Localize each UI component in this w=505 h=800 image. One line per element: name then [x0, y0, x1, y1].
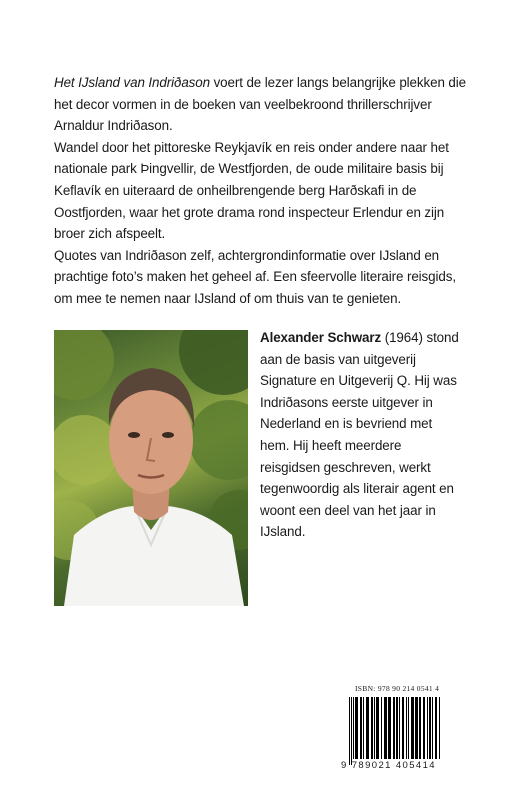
- barcode-bar: [408, 697, 409, 759]
- author-bio-text: stond aan de basis van uitgeverij Signature en Uitgeverij Q. Hij was Indriðasons eerste uitgever in Nederland en is bevriend met hem. Hij heeft meerdere reisgidsen geschreven, werkt tegenwoordig als literair agent en woont een deel van het jaar in IJsland.: [260, 330, 459, 540]
- author-photo: [54, 330, 248, 606]
- barcode-bar: [432, 697, 433, 759]
- barcode-bar: [374, 697, 375, 759]
- barcode-bar: [411, 697, 414, 759]
- barcode-bar: [393, 697, 395, 759]
- barcode-bar: [371, 697, 373, 759]
- barcode-bar: [363, 697, 364, 759]
- barcode: [341, 684, 447, 784]
- barcode-bar: [429, 697, 431, 759]
- barcode-bar: [399, 697, 400, 759]
- barcode-bar: [355, 697, 358, 759]
- barcode-bar: [360, 697, 362, 759]
- barcode-bar: [406, 697, 407, 759]
- barcode-bar: [381, 697, 382, 759]
- barcode-bar: [351, 697, 352, 765]
- blurb-paragraph-3: Quotes van Indriðason zelf, achtergrondinformatie over IJsland en prachtige foto’s maken het geheel af. Een sfeervolle literaire reisgids, om mee te nemen naar IJsland of om thuis van te genieten.: [54, 247, 456, 306]
- barcode-bar: [384, 697, 387, 759]
- barcode-bar: [419, 697, 421, 759]
- author-years: (1964): [381, 330, 423, 345]
- isbn-label: ISBN: 978 90 214 0541 4: [355, 684, 440, 693]
- author-bio: [260, 327, 460, 543]
- barcode-bar: [349, 697, 350, 765]
- barcode-bar: [366, 697, 369, 759]
- blurb-paragraph-1: Het IJsland van Indriðason voert de lezer langs belangrijke plekken die het decor vormen in de boeken van veelbekroond thrillerschrijver Arnaldur Indriðason.: [54, 75, 466, 134]
- barcode-bar: [439, 697, 440, 759]
- barcode-bars: [341, 697, 447, 765]
- barcode-bar: [415, 697, 418, 759]
- barcode-bar: [388, 697, 391, 759]
- book-title: Het IJsland van Indriðason: [54, 75, 210, 90]
- barcode-bar: [396, 697, 398, 759]
- barcode-digits: 9 789021 405414: [341, 760, 436, 771]
- blurb-paragraph-2: Wandel door het pittoreske Reykjavík en reis onder andere naar het nationale park Þingvellir, de Westfjorden, de oude militaire basis bij Keflavík en uiteraard de onheilbrengende berg Harðskafi in de Oostfjorden, waar het grote drama rond inspecteur Erlendur en zijn broer zich afspeelt.: [54, 139, 449, 242]
- barcode-bar: [435, 697, 437, 759]
- barcode-bar: [423, 697, 425, 759]
- barcode-bar: [402, 697, 404, 759]
- barcode-bar: [427, 697, 428, 759]
- barcode-bar: [376, 697, 379, 759]
- barcode-bar: [353, 697, 354, 759]
- author-name: Alexander Schwarz: [260, 330, 382, 345]
- back-cover-blurb: [54, 72, 474, 310]
